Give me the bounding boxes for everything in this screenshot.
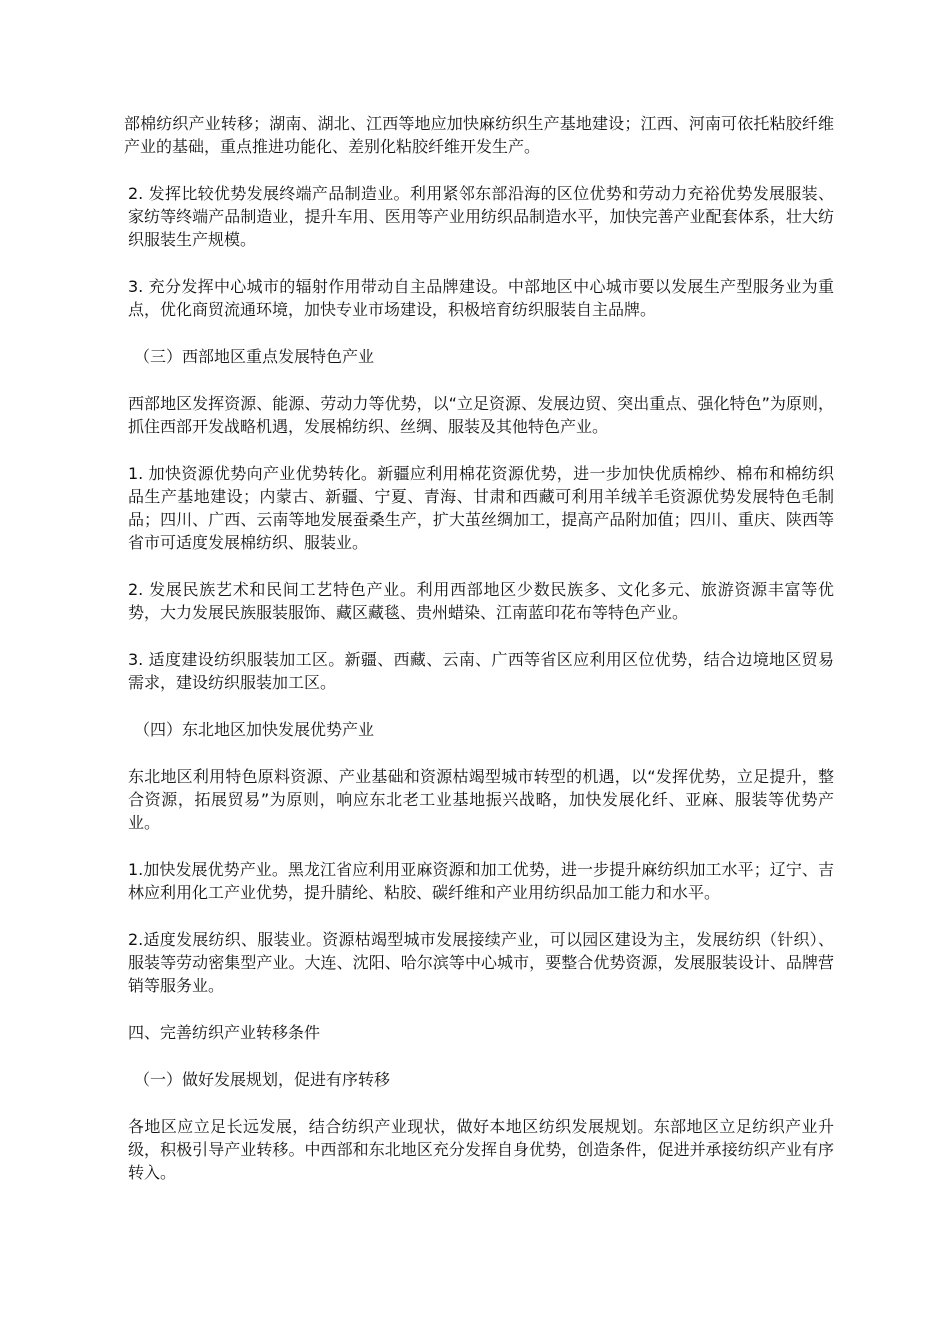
paragraph-item-3-west: 3. 适度建设纺织服装加工区。新疆、西藏、云南、广西等省区应利用区位优势，结合边境地区贸易需求，建设纺织服装加工区。: [128, 650, 834, 692]
section-heading-northeast: （四）东北地区加快发展优势产业: [134, 720, 375, 739]
paragraph-continuation: 部棉纺织产业转移；湖南、湖北、江西等地应加快麻纺织生产基地建设；江西、河南可依托粘胶纤维产业的基础，重点推进功能化、差别化粘胶纤维开发生产。: [124, 114, 834, 156]
paragraph-planning: 各地区应立足长远发展，结合纺织产业现状，做好本地区纺织发展规划。东部地区立足纺织产业升级，积极引导产业转移。中西部和东北地区充分发挥自身优势，创造条件，促进并承接纺织产业有序转入。: [128, 1117, 834, 1182]
paragraph-item-3-midwest: 3. 充分发挥中心城市的辐射作用带动自主品牌建设。中部地区中心城市要以发展生产型服务业为重点，优化商贸流通环境，加快专业市场建设，积极培育纺织服装自主品牌。: [128, 277, 834, 319]
paragraph-northeast-intro: 东北地区利用特色原料资源、产业基础和资源枯竭型城市转型的机遇，以“发挥优势，立足提升，整合资源，拓展贸易”为原则，响应东北老工业基地振兴战略，加快发展化纤、亚麻、服装等优势产业。: [128, 767, 834, 832]
chapter-heading-4: 四、完善纺织产业转移条件: [128, 1023, 321, 1042]
paragraph-item-2-west: 2. 发展民族艺术和民间工艺特色产业。利用西部地区少数民族多、文化多元、旅游资源丰富等优势，大力发展民族服装服饰、藏区藏毯、贵州蜡染、江南蓝印花布等特色产业。: [128, 580, 834, 622]
paragraph-item-1-west: 1. 加快资源优势向产业优势转化。新疆应利用棉花资源优势，进一步加快优质棉纱、棉布和棉纺织品生产基地建设；内蒙古、新疆、宁夏、青海、甘肃和西藏可利用羊绒羊毛资源优势发展特色毛制品；四川、广西、云南等地发展蚕桑生产，扩大茧丝绸加工，提高产品附加值；四川、重庆、陕西等省市可适度发展棉纺织、服装业。: [128, 464, 834, 552]
document-page: [124, 112, 834, 1208]
section-heading-planning: （一）做好发展规划，促进有序转移: [134, 1070, 391, 1089]
paragraph-item-2-midwest: 2. 发挥比较优势发展终端产品制造业。利用紧邻东部沿海的区位优势和劳动力充裕优势发展服装、家纺等终端产品制造业，提升车用、医用等产业用纺织品制造水平，加快完善产业配套体系，壮大纺织服装生产规模。: [128, 184, 834, 249]
paragraph-west-intro: 西部地区发挥资源、能源、劳动力等优势，以“立足资源、发展边贸、突出重点、强化特色”为原则，抓住西部开发战略机遇，发展棉纺织、丝绸、服装及其他特色产业。: [128, 394, 834, 436]
paragraph-item-2-northeast: 2.适度发展纺织、服装业。资源枯竭型城市发展接续产业，可以园区建设为主，发展纺织（针织）、服装等劳动密集型产业。大连、沈阳、哈尔滨等中心城市，要整合优势资源，发展服装设计、品牌营销等服务业。: [128, 930, 834, 995]
section-heading-west: （三）西部地区重点发展特色产业: [134, 347, 375, 366]
paragraph-item-1-northeast: 1.加快发展优势产业。黑龙江省应利用亚麻资源和加工优势，进一步提升麻纺织加工水平；辽宁、吉林应利用化工产业优势，提升腈纶、粘胶、碳纤维和产业用纺织品加工能力和水平。: [128, 860, 834, 902]
